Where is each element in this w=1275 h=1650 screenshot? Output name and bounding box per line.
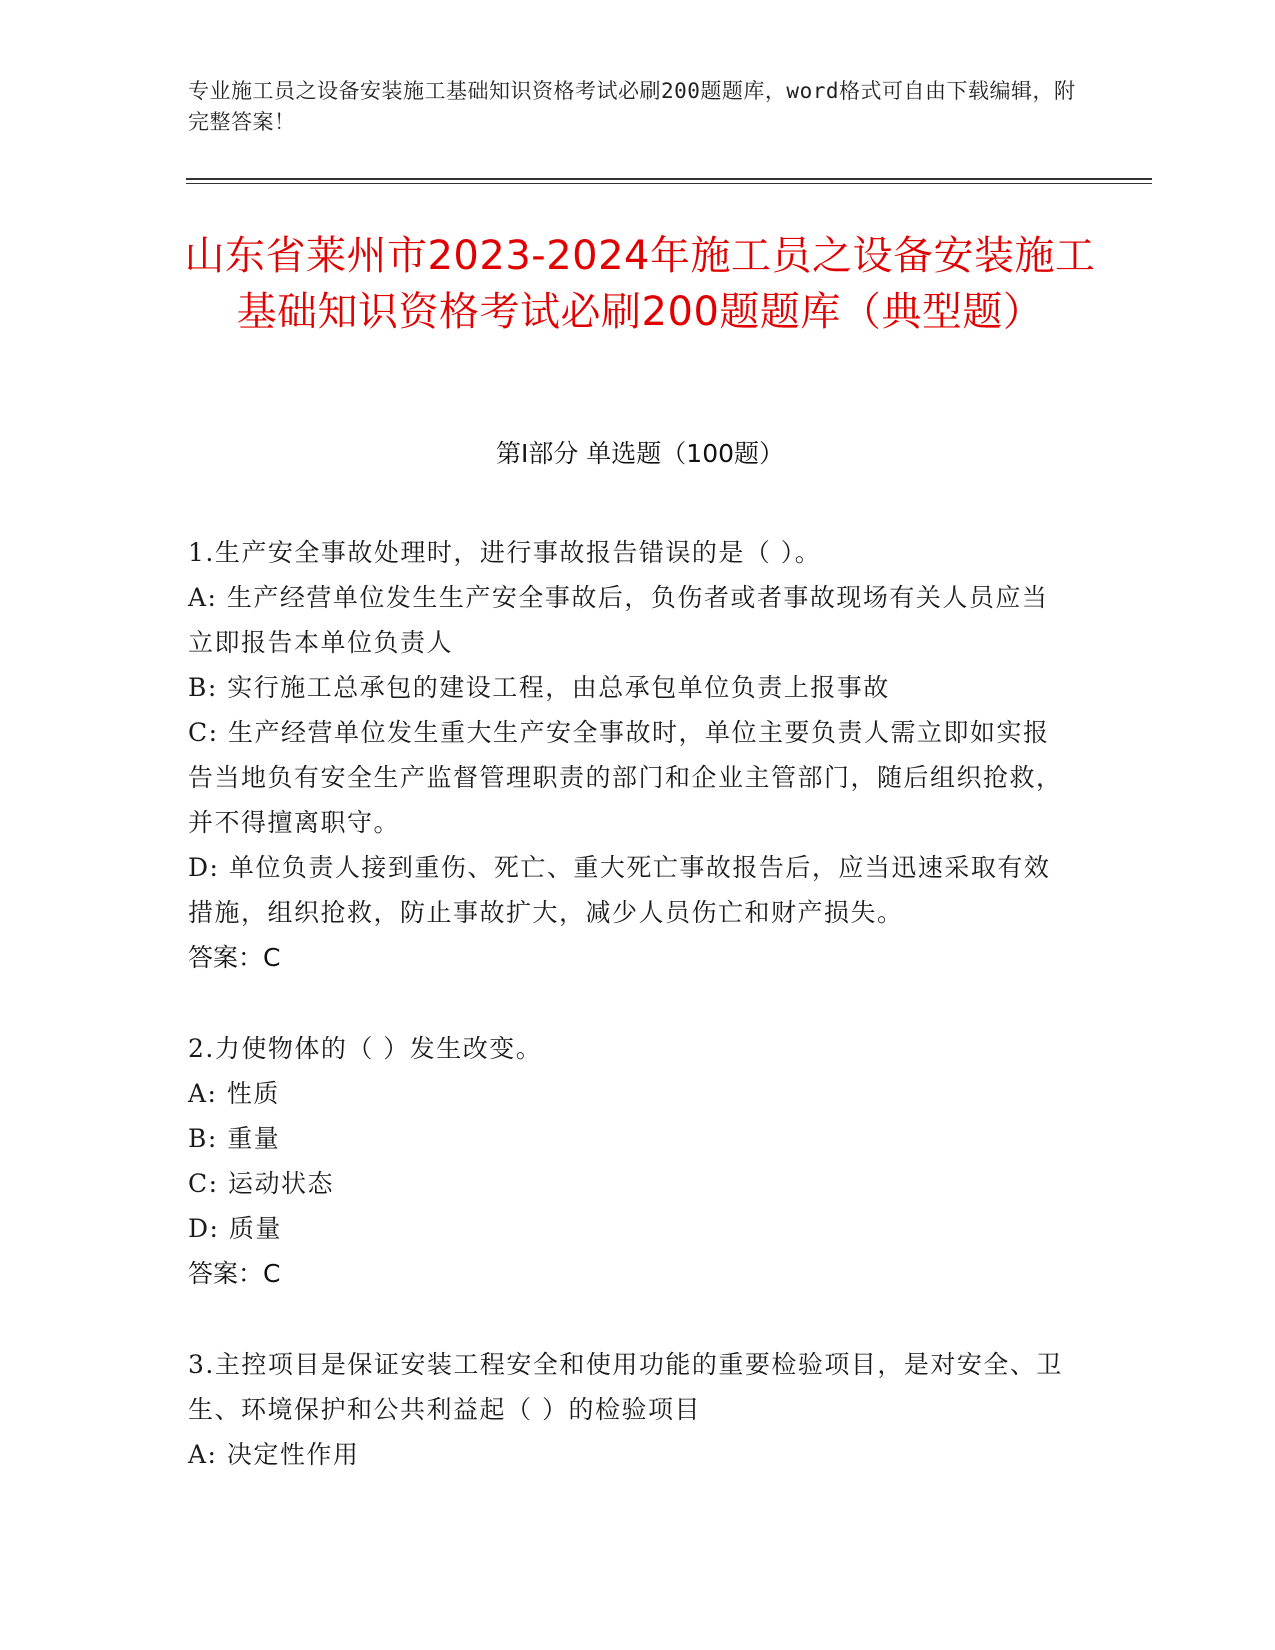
- option-a: A: 生产经营单位发生生产安全事故后，负伤者或者事故现场有关人员应当立即报告本单位负责人: [188, 583, 1049, 657]
- option-a: A: 决定性作用: [188, 1440, 360, 1469]
- option-b: B: 重量: [188, 1124, 281, 1153]
- option-c: C: 运动状态: [188, 1169, 334, 1198]
- header-divider-thin: [186, 183, 1152, 184]
- header-divider-thick: [186, 178, 1152, 180]
- option-c: C: 生产经营单位发生重大生产安全事故时，单位主要负责人需立即如实报告当地负有安全生产监督管理职责的部门和企业主管部门，随后组织抢救，并不得擅离职守。: [188, 718, 1063, 837]
- question-stem: 2.力使物体的（ ）发生改变。: [188, 1034, 543, 1063]
- header-note: 专业施工员之设备安装施工基础知识资格考试必刷200题题库，word格式可自由下载编辑，附完整答案！: [188, 79, 1076, 134]
- option-b: B: 实行施工总承包的建设工程，由总承包单位负责上报事故: [188, 673, 890, 702]
- answer: 答案：C: [188, 1259, 281, 1288]
- question-2: [188, 1026, 1068, 1296]
- answer: 答案：C: [188, 943, 281, 972]
- question-1: [188, 530, 1068, 980]
- option-d: D: 单位负责人接到重伤、死亡、重大死亡事故报告后，应当迅速采取有效措施，组织抢救，防止事故扩大，减少人员伤亡和财产损失。: [188, 853, 1051, 927]
- option-a: A: 性质: [188, 1079, 280, 1108]
- question-stem: 1.生产安全事故处理时，进行事故报告错误的是（ ）。: [188, 538, 822, 567]
- section-title: 第I部分 单选题（100题）: [495, 439, 785, 468]
- document-title: 山东省莱州市2023-2024年施工员之设备安装施工基础知识资格考试必刷200题题库（典型题）: [184, 233, 1096, 335]
- question-3: [188, 1342, 1068, 1477]
- question-list: [188, 530, 1068, 1523]
- option-d: D: 质量: [188, 1214, 282, 1243]
- question-stem: 3.主控项目是保证安装工程安全和使用功能的重要检验项目，是对安全、卫生、环境保护和公共利益起（ ）的检验项目: [188, 1350, 1063, 1424]
